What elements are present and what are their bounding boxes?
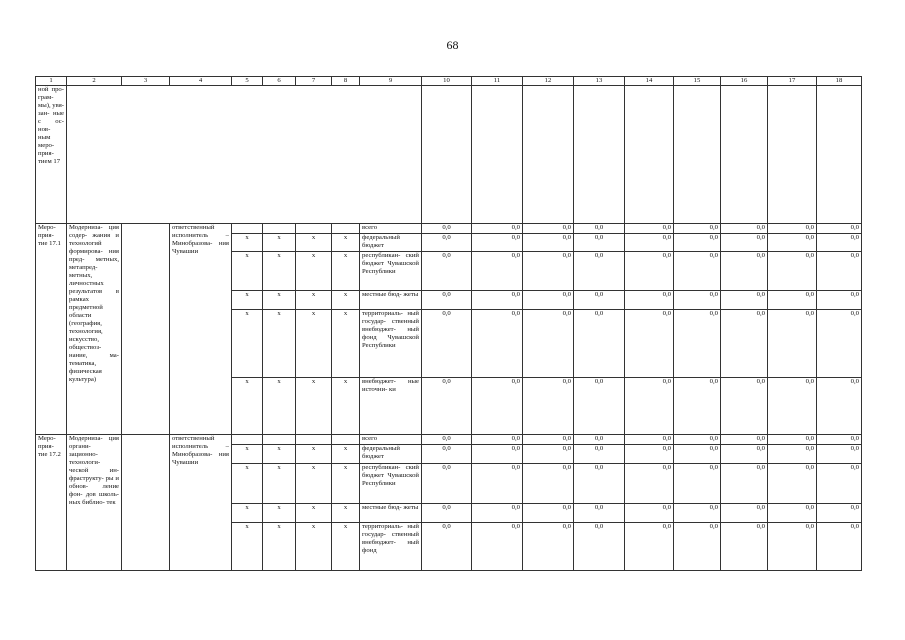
amount-cell: 0,0 (574, 435, 625, 445)
amount-cell: 0,0 (422, 504, 472, 523)
marker-cell: x (332, 523, 360, 571)
amount-cell: 0,0 (523, 234, 574, 252)
amount-cell: 0,0 (817, 224, 862, 234)
amount-cell: 0,0 (574, 224, 625, 234)
amount-cell: 0,0 (674, 234, 721, 252)
empty-cell (674, 86, 721, 224)
amount-cell: 0,0 (523, 252, 574, 291)
marker-cell: x (332, 310, 360, 378)
marker-cell: x (296, 291, 332, 310)
amount-cell: 0,0 (472, 435, 523, 445)
marker-cell: x (232, 445, 263, 464)
amount-cell: 0,0 (472, 523, 523, 571)
amount-cell: 0,0 (817, 523, 862, 571)
marker-cell: x (332, 291, 360, 310)
amount-cell: 0,0 (625, 523, 674, 571)
amount-cell: 0,0 (721, 504, 768, 523)
amount-cell: 0,0 (625, 445, 674, 464)
amount-cell: 0,0 (625, 435, 674, 445)
amount-cell: 0,0 (721, 291, 768, 310)
marker-cell: x (296, 234, 332, 252)
marker-cell: x (232, 504, 263, 523)
amount-cell: 0,0 (768, 435, 817, 445)
column-header: 15 (674, 77, 721, 86)
measure-name-cell: Модерниза- ция органи- зационно- технологи- ческой ин- фраструкту- ры и обнов- ление фон- дов школь- ных библио- тек (67, 435, 122, 571)
empty-cell (817, 86, 862, 224)
amount-cell: 0,0 (472, 464, 523, 504)
marker-cell (296, 224, 332, 234)
page-number: 68 (446, 38, 459, 52)
marker-cell: x (263, 310, 296, 378)
amount-cell: 0,0 (817, 445, 862, 464)
amount-cell: 0,0 (817, 310, 862, 378)
intro-row (36, 86, 862, 224)
column-header: 14 (625, 77, 674, 86)
amount-cell: 0,0 (574, 464, 625, 504)
marker-cell: x (232, 291, 263, 310)
funding-source-cell: республикан- ский бюджет Чувашской Республики (360, 252, 422, 291)
marker-cell: x (296, 523, 332, 571)
amount-cell: 0,0 (674, 224, 721, 234)
amount-cell: 0,0 (625, 464, 674, 504)
marker-cell: x (296, 378, 332, 435)
amount-cell: 0,0 (674, 435, 721, 445)
amount-cell: 0,0 (817, 234, 862, 252)
column-header: 18 (817, 77, 862, 86)
amount-cell: 0,0 (523, 523, 574, 571)
amount-cell: 0,0 (472, 234, 523, 252)
amount-cell: 0,0 (625, 504, 674, 523)
marker-cell (232, 224, 263, 234)
funding-row (36, 435, 862, 445)
column-header: 16 (721, 77, 768, 86)
amount-cell: 0,0 (768, 234, 817, 252)
measure-code-cell: Меро- прия- тие 17.2 (36, 435, 67, 571)
marker-cell (263, 224, 296, 234)
amount-cell: 0,0 (768, 224, 817, 234)
funding-source-cell: местные бюд- жеты (360, 291, 422, 310)
marker-cell: x (263, 234, 296, 252)
amount-cell: 0,0 (422, 291, 472, 310)
amount-cell: 0,0 (422, 445, 472, 464)
amount-cell: 0,0 (817, 504, 862, 523)
column-header: 11 (472, 77, 523, 86)
amount-cell: 0,0 (574, 378, 625, 435)
empty-cell (472, 86, 523, 224)
funding-source-cell: всего (360, 435, 422, 445)
intro-cell: ной про- грам- мы), увя- зан- ные с ос- нов- ным меро- прия- тием 17 (36, 86, 67, 224)
amount-cell: 0,0 (523, 435, 574, 445)
amount-cell: 0,0 (721, 252, 768, 291)
marker-cell: x (332, 445, 360, 464)
amount-cell: 0,0 (674, 523, 721, 571)
amount-cell: 0,0 (422, 523, 472, 571)
column-header: 3 (122, 77, 170, 86)
amount-cell: 0,0 (472, 310, 523, 378)
amount-cell: 0,0 (422, 464, 472, 504)
column-header: 12 (523, 77, 574, 86)
amount-cell: 0,0 (625, 378, 674, 435)
empty-cell (122, 224, 170, 435)
amount-cell: 0,0 (721, 378, 768, 435)
amount-cell: 0,0 (422, 234, 472, 252)
column-header: 5 (232, 77, 263, 86)
empty-cell (122, 435, 170, 571)
marker-cell (332, 224, 360, 234)
funding-source-cell: всего (360, 224, 422, 234)
column-header: 8 (332, 77, 360, 86)
amount-cell: 0,0 (625, 234, 674, 252)
amount-cell: 0,0 (674, 252, 721, 291)
amount-cell: 0,0 (422, 252, 472, 291)
measure-name-cell: Модерниза- ция содер- жания и технологий формирова- ния пред- метных, метапред- метных, личностных результатов в рамках предметной области (география, технология, искусство, обществоз- нание, ма- тематика, физическая культура) (67, 224, 122, 435)
amount-cell: 0,0 (523, 291, 574, 310)
marker-cell (296, 435, 332, 445)
amount-cell: 0,0 (523, 310, 574, 378)
amount-cell: 0,0 (574, 234, 625, 252)
amount-cell: 0,0 (422, 378, 472, 435)
amount-cell: 0,0 (674, 291, 721, 310)
amount-cell: 0,0 (422, 224, 472, 234)
empty-cell (625, 86, 674, 224)
funding-source-cell: федеральный бюджет (360, 445, 422, 464)
column-header: 10 (422, 77, 472, 86)
amount-cell: 0,0 (472, 224, 523, 234)
marker-cell (232, 435, 263, 445)
amount-cell: 0,0 (472, 291, 523, 310)
empty-cell (422, 86, 472, 224)
funding-source-cell: внебюджет- ные источни- ки (360, 378, 422, 435)
marker-cell: x (332, 234, 360, 252)
amount-cell: 0,0 (574, 310, 625, 378)
funding-source-cell: территориаль- ный государ- ственный внебюджет- ный фонд Чувашской Республики (360, 310, 422, 378)
executor-cell: ответственный исполнитель – Минобразова- ния Чувашии (170, 224, 232, 435)
amount-cell: 0,0 (674, 445, 721, 464)
empty-cell (523, 86, 574, 224)
column-header: 6 (263, 77, 296, 86)
amount-cell: 0,0 (472, 378, 523, 435)
amount-cell: 0,0 (817, 435, 862, 445)
amount-cell: 0,0 (574, 445, 625, 464)
marker-cell: x (263, 378, 296, 435)
funding-source-cell: федеральный бюджет (360, 234, 422, 252)
marker-cell: x (263, 291, 296, 310)
marker-cell: x (263, 523, 296, 571)
marker-cell (332, 435, 360, 445)
empty-cell (574, 86, 625, 224)
amount-cell: 0,0 (523, 464, 574, 504)
amount-cell: 0,0 (625, 252, 674, 291)
amount-cell: 0,0 (721, 445, 768, 464)
amount-cell: 0,0 (817, 291, 862, 310)
funding-source-cell: местные бюд- жеты (360, 504, 422, 523)
marker-cell: x (263, 464, 296, 504)
marker-cell: x (232, 378, 263, 435)
amount-cell: 0,0 (817, 464, 862, 504)
amount-cell: 0,0 (768, 464, 817, 504)
marker-cell: x (296, 464, 332, 504)
amount-cell: 0,0 (768, 291, 817, 310)
amount-cell: 0,0 (523, 445, 574, 464)
marker-cell: x (332, 252, 360, 291)
amount-cell: 0,0 (721, 234, 768, 252)
amount-cell: 0,0 (721, 523, 768, 571)
amount-cell: 0,0 (422, 435, 472, 445)
empty-cell (768, 86, 817, 224)
amount-cell: 0,0 (625, 310, 674, 378)
marker-cell: x (296, 310, 332, 378)
funding-source-cell: республикан- ский бюджет Чувашской Республики (360, 464, 422, 504)
marker-cell: x (232, 252, 263, 291)
amount-cell: 0,0 (721, 435, 768, 445)
marker-cell: x (332, 378, 360, 435)
amount-cell: 0,0 (674, 310, 721, 378)
amount-cell: 0,0 (574, 504, 625, 523)
measure-code-cell: Меро- прия- тие 17.1 (36, 224, 67, 435)
amount-cell: 0,0 (625, 291, 674, 310)
amount-cell: 0,0 (768, 378, 817, 435)
amount-cell: 0,0 (574, 252, 625, 291)
marker-cell: x (263, 504, 296, 523)
marker-cell (263, 435, 296, 445)
funding-row (36, 224, 862, 234)
amount-cell: 0,0 (674, 504, 721, 523)
executor-cell: ответственный исполнитель – Минобразова- ния Чувашии (170, 435, 232, 571)
marker-cell: x (232, 464, 263, 504)
amount-cell: 0,0 (472, 504, 523, 523)
amount-cell: 0,0 (523, 224, 574, 234)
marker-cell: x (296, 504, 332, 523)
amount-cell: 0,0 (574, 523, 625, 571)
marker-cell: x (263, 445, 296, 464)
column-header: 2 (67, 77, 122, 86)
amount-cell: 0,0 (523, 504, 574, 523)
amount-cell: 0,0 (768, 504, 817, 523)
marker-cell: x (232, 310, 263, 378)
marker-cell: x (332, 504, 360, 523)
amount-cell: 0,0 (674, 378, 721, 435)
funding-source-cell: территориаль- ный государ- ственный внебюджет- ный фонд (360, 523, 422, 571)
column-header: 13 (574, 77, 625, 86)
amount-cell: 0,0 (721, 224, 768, 234)
amount-cell: 0,0 (768, 445, 817, 464)
amount-cell: 0,0 (768, 523, 817, 571)
marker-cell: x (232, 234, 263, 252)
amount-cell: 0,0 (574, 291, 625, 310)
column-number-row (36, 77, 862, 86)
marker-cell: x (332, 464, 360, 504)
amount-cell: 0,0 (523, 378, 574, 435)
amount-cell: 0,0 (422, 310, 472, 378)
amount-cell: 0,0 (768, 310, 817, 378)
amount-cell: 0,0 (472, 252, 523, 291)
marker-cell: x (296, 445, 332, 464)
amount-cell: 0,0 (674, 464, 721, 504)
empty-cell (721, 86, 768, 224)
marker-cell: x (232, 523, 263, 571)
column-header: 4 (170, 77, 232, 86)
amount-cell: 0,0 (625, 224, 674, 234)
column-header: 17 (768, 77, 817, 86)
column-header: 7 (296, 77, 332, 86)
amount-cell: 0,0 (721, 464, 768, 504)
intro-blank-cell (67, 86, 422, 224)
amount-cell: 0,0 (817, 252, 862, 291)
amount-cell: 0,0 (721, 310, 768, 378)
amount-cell: 0,0 (768, 252, 817, 291)
amount-cell: 0,0 (472, 445, 523, 464)
marker-cell: x (263, 252, 296, 291)
column-header: 9 (360, 77, 422, 86)
column-header: 1 (36, 77, 67, 86)
amount-cell: 0,0 (817, 378, 862, 435)
marker-cell: x (296, 252, 332, 291)
program-funding-table (35, 76, 862, 571)
